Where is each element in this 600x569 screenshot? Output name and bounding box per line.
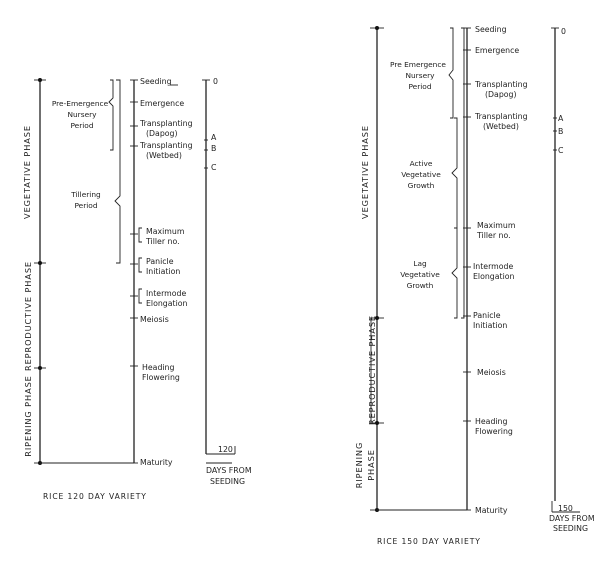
right-days-150: 150	[558, 504, 573, 513]
left-stage-maturity: Maturity	[140, 458, 173, 467]
right-stage-dapog: (Dapog)	[485, 90, 517, 99]
left-stage-heading: Heading	[142, 363, 175, 372]
left-stage-panicle: Panicle	[146, 257, 174, 266]
right-stage-initiation: Initiation	[473, 321, 508, 330]
right-stage-meiosis: Meiosis	[477, 368, 506, 377]
left-reproductive-phase-label: REPRODUCTIVE PHASE	[23, 260, 33, 372]
right-stage-tiller-no: Tiller no.	[477, 231, 511, 240]
right-stage-transplanting-wetbed: Transplanting	[475, 112, 528, 121]
left-period-tillering: Tillering	[71, 190, 101, 199]
right-phase-dot	[375, 26, 379, 30]
right-stage-transplanting-dapog: Transplanting	[475, 80, 528, 89]
right-stage-heading: Heading	[475, 417, 508, 426]
left-days-a: A	[211, 133, 217, 142]
left-stage-initiation: Initiation	[146, 267, 181, 276]
right-period-pre-emergence: Pre Emergence	[390, 60, 446, 69]
right-ripening-phase-label: PHASE	[366, 449, 376, 481]
left-days-title-line2: SEEDING	[210, 477, 245, 486]
right-period-lag-growth: Growth	[406, 281, 434, 290]
left-days-0: 0	[213, 77, 218, 86]
right-stage-maximum: Maximum	[477, 221, 516, 230]
right-caption: RICE 150 DAY VARIETY	[377, 537, 481, 546]
left-period-pre-emergence: Pre-Emergence	[51, 99, 109, 108]
right-reproductive-phase-label: REPRODUCTIVE PHASE	[367, 314, 377, 426]
right-days-a: A	[558, 114, 564, 123]
left-period-period: Period	[70, 121, 94, 130]
right-stage-wetbed: (Wetbed)	[483, 122, 519, 131]
left-days-title-line1: DAYS FROM	[206, 466, 252, 475]
left-stage-seeding: Seeding	[140, 77, 172, 86]
left-stage-flowering: Flowering	[142, 373, 180, 382]
left-stage-transplanting-wetbed: Transplanting	[140, 141, 193, 150]
left-phase-dot	[38, 261, 42, 265]
right-stage-emergence: Emergence	[475, 46, 520, 55]
left-stage-intermode: Intermode	[146, 289, 187, 298]
right-stage-intermode: Intermode	[473, 262, 514, 271]
right-days-0: 0	[561, 27, 566, 36]
right-stage-elongation: Elongation	[473, 272, 515, 281]
right-stage-panicle: Panicle	[473, 311, 501, 320]
left-caption: RICE 120 DAY VARIETY	[43, 492, 147, 501]
left-days-b: B	[211, 144, 217, 153]
right-period-active: Active	[409, 159, 433, 168]
left-vegetative-phase-label: VEGETATIVE PHASE	[22, 125, 32, 219]
left-period-nursery: Nursery	[67, 110, 97, 119]
left-stage-dapog: (Dapog)	[146, 129, 178, 138]
right-period-lag-vegetative: Vegetative	[400, 270, 440, 279]
left-tiller-bracket	[139, 228, 142, 242]
right-lag-growth-bracket	[452, 228, 457, 318]
left-diagram	[22, 77, 252, 501]
left-ripening-phase-label: RIPENING PHASE	[23, 375, 33, 457]
left-phase-dot	[38, 366, 42, 370]
left-intermode-bracket	[139, 289, 142, 303]
right-stage-seeding: Seeding	[475, 25, 507, 34]
left-stage-tiller-no: Tiller no.	[146, 237, 180, 246]
right-days-b: B	[558, 127, 564, 136]
left-stage-emergence: Emergence	[140, 99, 185, 108]
right-active-growth-bracket	[452, 118, 457, 228]
left-stage-wetbed: (Wetbed)	[146, 151, 182, 160]
right-period-lag: Lag	[413, 259, 427, 268]
left-nursery-bracket	[109, 80, 113, 150]
right-nursery-bracket	[449, 28, 453, 118]
right-period-period: Period	[408, 82, 432, 91]
left-stage-transplanting-dapog: Transplanting	[140, 119, 193, 128]
left-stage-elongation: Elongation	[146, 299, 188, 308]
right-period-nursery: Nursery	[405, 71, 435, 80]
left-days-120: 120	[218, 445, 233, 454]
right-period-active-vegetative: Vegetative	[401, 170, 441, 179]
right-period-active-growth: Growth	[407, 181, 435, 190]
left-panicle-bracket	[139, 258, 142, 272]
left-stage-meiosis: Meiosis	[140, 315, 169, 324]
right-diagram	[354, 25, 595, 546]
left-days-c: C	[211, 163, 217, 172]
right-ripening-label: RIPENING	[354, 441, 364, 489]
left-tillering-bracket	[115, 80, 120, 263]
left-phase-dot	[38, 78, 42, 82]
right-days-title-line2: SEEDING	[553, 524, 588, 533]
right-stage-flowering: Flowering	[475, 427, 513, 436]
right-vegetative-phase-label: VEGETATIVE PHASE	[360, 125, 370, 219]
right-stage-maturity: Maturity	[475, 506, 508, 515]
left-period-tillering-period: Period	[74, 201, 98, 210]
left-stage-maximum: Maximum	[146, 227, 185, 236]
right-outer-bracket	[461, 28, 464, 318]
right-days-title-line1: DAYS FROM	[549, 514, 595, 523]
right-days-c: C	[558, 146, 564, 155]
